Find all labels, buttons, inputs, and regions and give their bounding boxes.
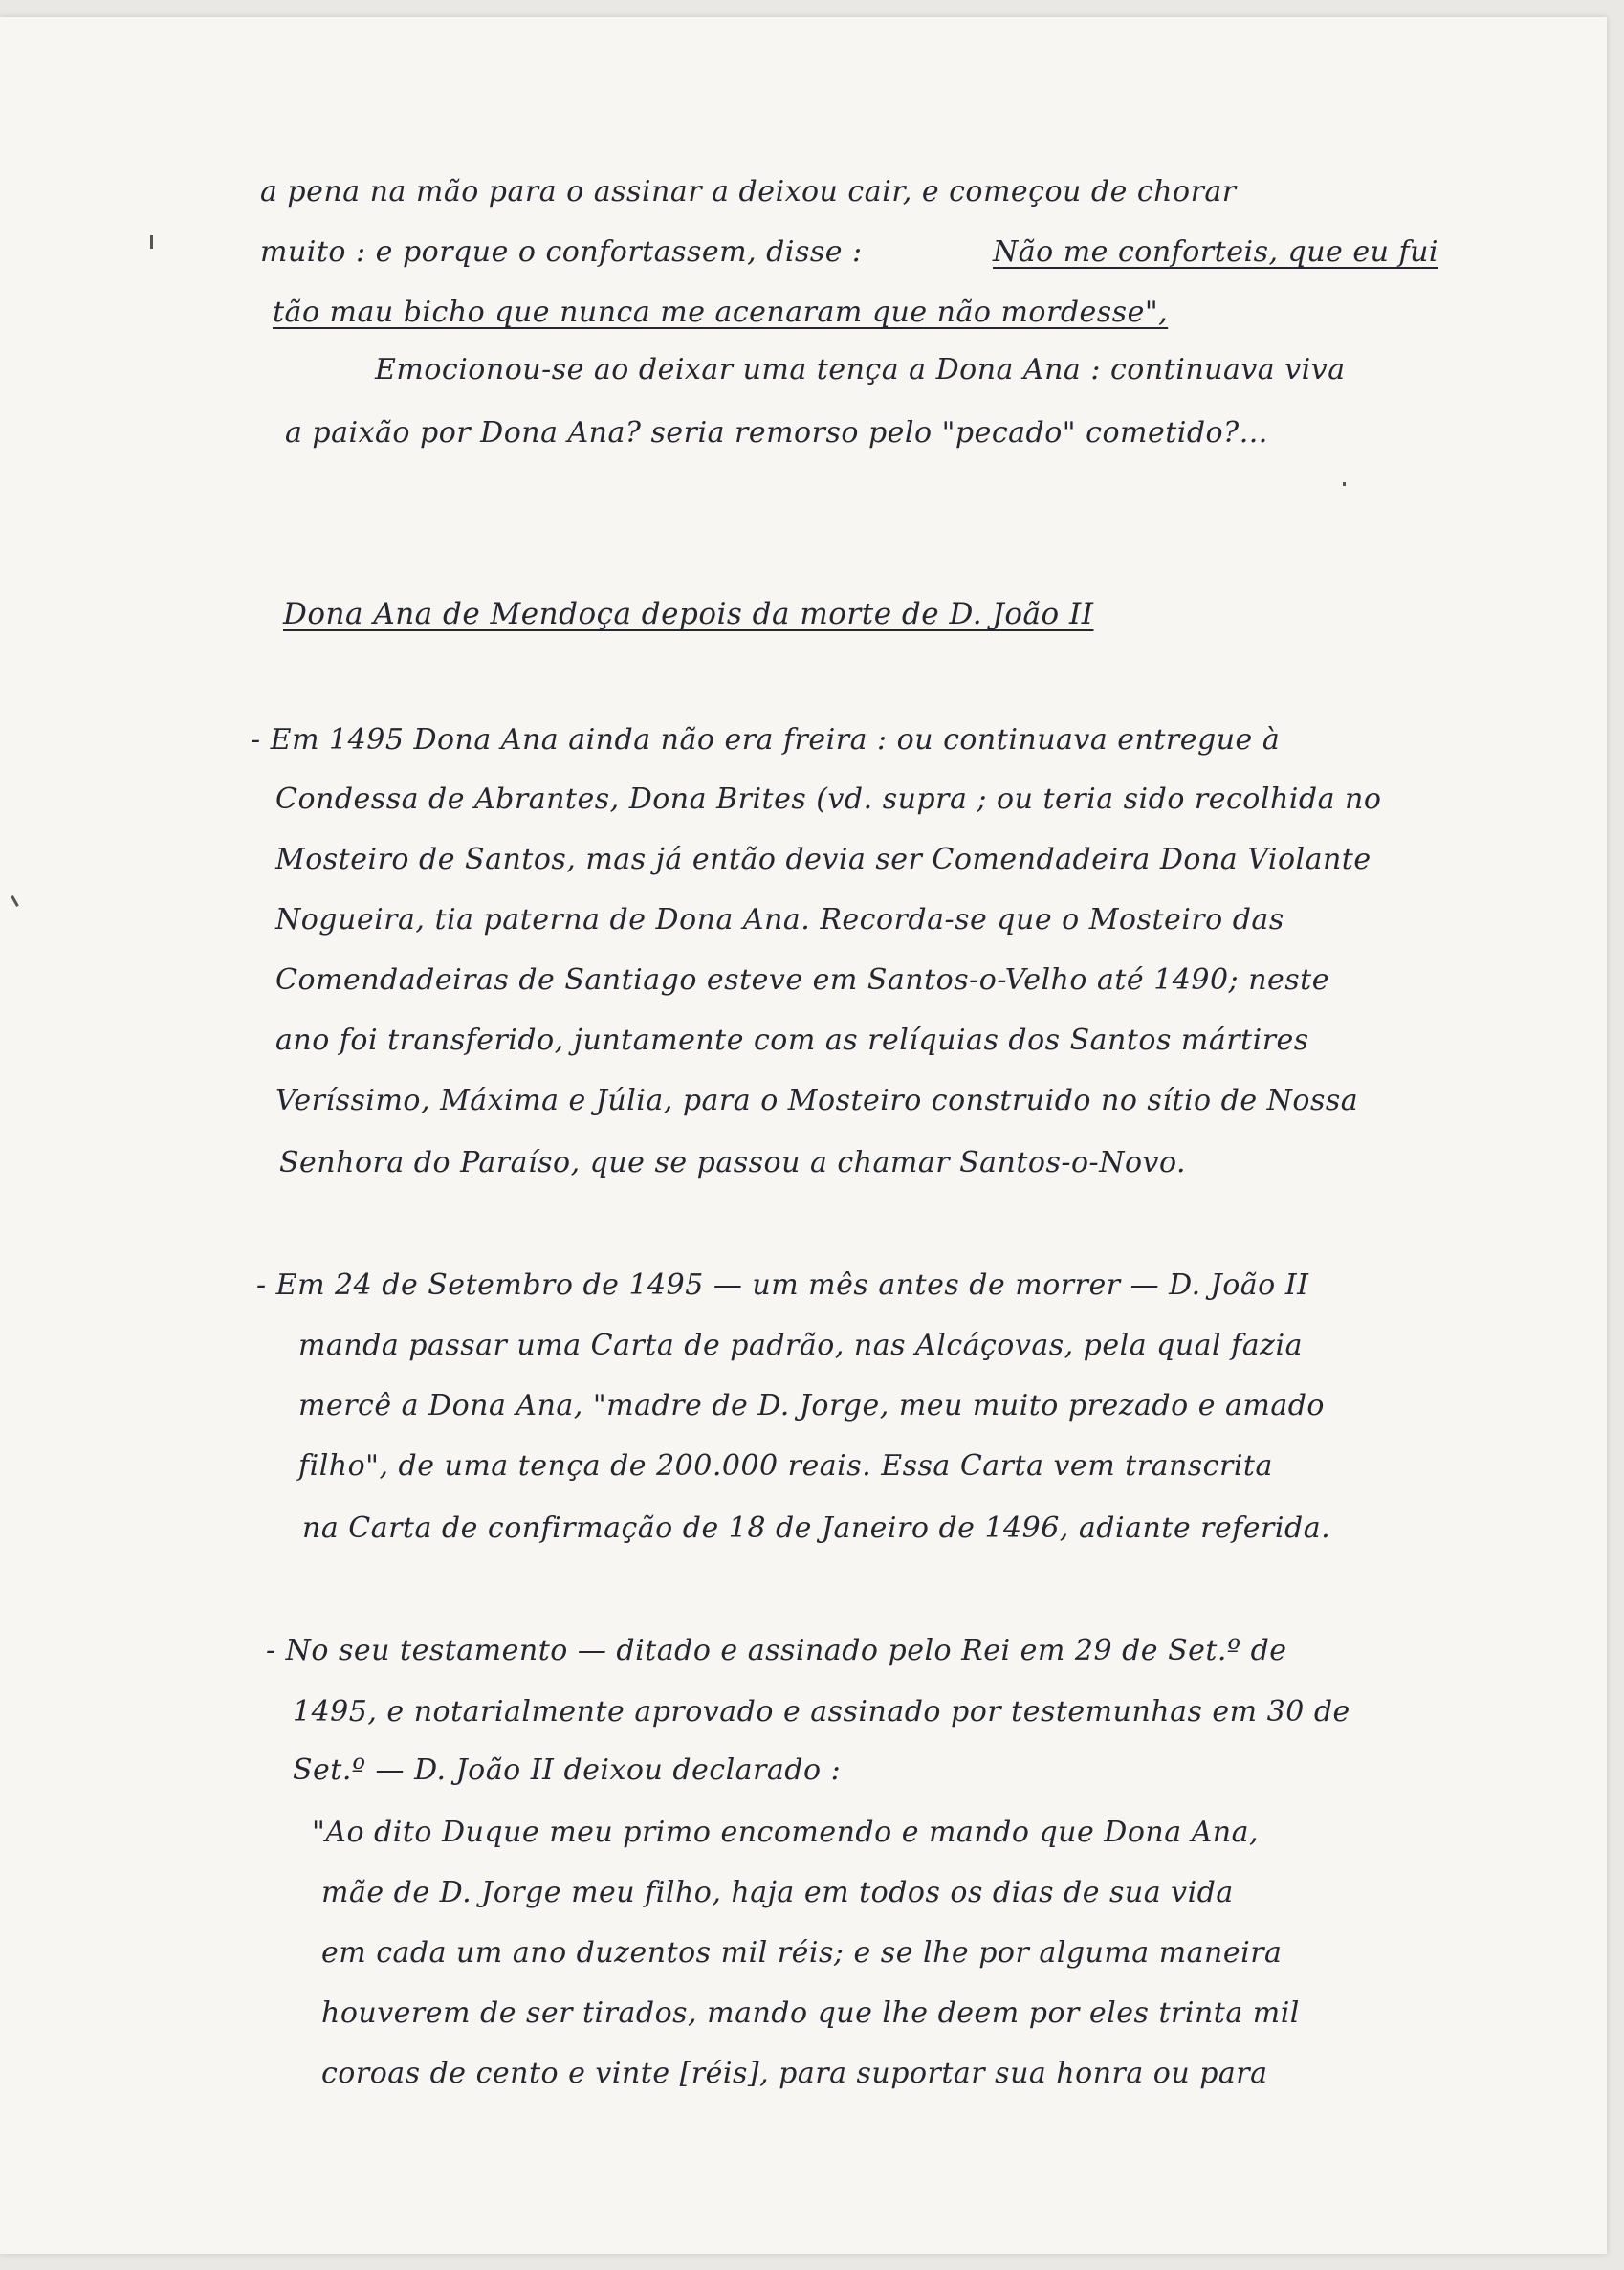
stray-mark [150, 235, 153, 249]
quoted-text-line: em cada um ano duzentos mil réis; e se lhe por alguma maneira [321, 1936, 1283, 1970]
text-line: ano foi transferido, juntamente com as relíquias dos Santos mártires [275, 1024, 1309, 1057]
text-line: Nogueira, tia paterna de Dona Ana. Recorda-se que o Mosteiro das [275, 903, 1284, 937]
stray-mark [1343, 482, 1346, 486]
quoted-text-line: coroas de cento e vinte [réis], para suportar sua honra ou para [321, 2057, 1268, 2090]
text-line: a paixão por Dona Ana? seria remorso pelo "pecado" cometido?... [285, 416, 1268, 450]
text-line: Set.º — D. João II deixou declarado : [293, 1753, 842, 1787]
text-line: filho", de uma tença de 200.000 reais. Essa Carta vem transcrita [298, 1449, 1273, 1483]
section-heading: Dona Ana de Mendoça depois da morte de D. João II [283, 597, 1094, 631]
text-line: na Carta de confirmação de 18 de Janeiro de 1496, adiante referida. [302, 1511, 1331, 1545]
underlined-quote: Não me conforteis, que eu fui [993, 235, 1438, 269]
text-line: Senhora do Paraíso, que se passou a chamar Santos-o-Novo. [279, 1146, 1187, 1179]
text-line: - No seu testamento — ditado e assinado pelo Rei em 29 de Set.º de [266, 1634, 1287, 1667]
quoted-text-line: mãe de D. Jorge meu filho, haja em todos os dias de sua vida [321, 1876, 1234, 1909]
stray-mark [11, 895, 19, 907]
text-line: Mosteiro de Santos, mas já então devia ser Comendadeira Dona Violante [275, 843, 1372, 876]
text-line: Veríssimo, Máxima e Júlia, para o Mosteiro construido no sítio de Nossa [275, 1084, 1359, 1117]
text-line: Condessa de Abrantes, Dona Brites (vd. supra ; ou teria sido recolhida no [275, 782, 1382, 816]
text-line: manda passar uma Carta de padrão, nas Alcáçovas, pela qual fazia [298, 1329, 1303, 1362]
manuscript-page [0, 17, 1607, 2254]
quoted-text-line: houverem de ser tirados, mando que lhe deem por eles trinta mil [321, 1996, 1300, 2030]
text-line: Comendadeiras de Santiago esteve em Santos-o-Velho até 1490; neste [275, 963, 1329, 997]
underlined-quote: tão mau bicho que nunca me acenaram que não mordesse", [273, 296, 1169, 329]
text-line: muito : e porque o confortassem, disse : [260, 235, 863, 269]
text-line: - Em 24 de Setembro de 1495 — um mês antes de morrer — D. João II [256, 1268, 1309, 1302]
text-line: a pena na mão para o assinar a deixou cair, e começou de chorar [260, 175, 1237, 209]
quoted-text-line: "Ao dito Duque meu primo encomendo e mando que Dona Ana, [312, 1816, 1260, 1849]
text-line: - Em 1495 Dona Ana ainda não era freira : ou continuava entregue à [251, 723, 1281, 757]
text-line: 1495, e notarialmente aprovado e assinado por testemunhas em 30 de [293, 1695, 1350, 1729]
text-line: mercê a Dona Ana, "madre de D. Jorge, meu muito prezado e amado [298, 1389, 1325, 1422]
text-line: Emocionou-se ao deixar uma tença a Dona Ana : continuava viva [375, 353, 1346, 386]
